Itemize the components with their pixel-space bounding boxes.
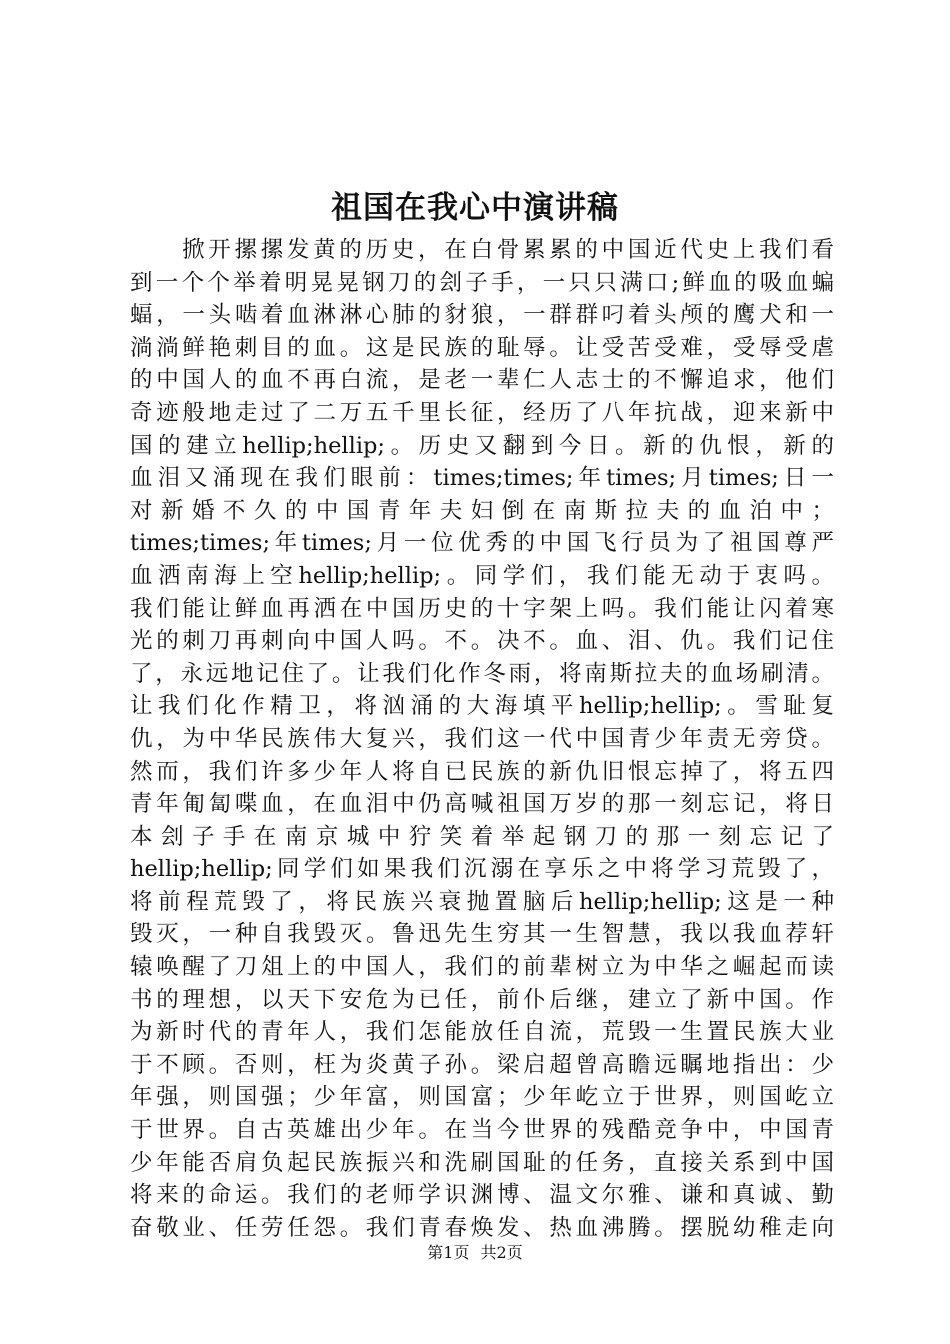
text-line: 少年能否肩负起民族振兴和洗刷国耻的任务，直接关系到中国 [130,1149,834,1176]
text-line: hellip;hellip;同学们如果我们沉溺在享乐之中将学习荒毁了， [130,856,834,883]
text-line: 仇，为中华民族伟大复兴，我们这一代中国青少年责无旁贷。 [130,725,834,752]
text-line: 将来的命运。我们的老师学识渊博、温文尔雅、谦和真诚、勤 [130,1182,834,1209]
text-line: 对新婚不久的中国青年夫妇倒在南斯拉夫的血泊中； [130,497,834,524]
document-title: 祖国在我心中演讲稿 [331,190,619,226]
text-line: 本刽子手在南京城中狞笑着举起钢刀的那一刻忘记了 [130,823,834,850]
text-line: 淌淌鲜艳刺目的血。这是民族的耻辱。让受苦受难，受辱受虐 [130,334,834,361]
text-line: 血洒南海上空hellip;hellip;。同学们，我们能无动于衷吗。 [130,562,834,589]
text-line: 光的刺刀再刺向中国人吗。不。决不。血、泪、仇。我们记住 [130,628,834,655]
text-line: 我们能让鲜血再洒在中国历史的十字架上吗。我们能让闪着寒 [130,595,834,622]
text-line: 到一个个举着明晃晃钢刀的刽子手，一只只满口;鲜血的吸血蝙 [130,269,834,296]
text-line: 血泪又涌现在我们眼前：times;times;年times;月times;日一 [130,465,834,492]
text-line: 书的理想，以天下安危为已任，前仆后继，建立了新中国。作 [130,986,834,1013]
text-line: 辕唤醒了刀俎上的中国人，我们的前辈树立为中华之崛起而读 [130,954,834,981]
text-line: 年强，则国强；少年富，则国富；少年屹立于世界，则国屹立 [130,1084,834,1111]
page-number: 第1页 [427,1243,470,1262]
text-line: 于世界。自古英雄出少年。在当今世界的残酷竞争中，中国青 [130,1117,834,1144]
body-text [130,234,834,1244]
page-total: 共2页 [480,1243,523,1262]
text-line: 毁灭，一种自我毁灭。鲁迅先生穷其一生智慧，我以我血荐轩 [130,921,834,948]
text-line: 掀开摞摞发黄的历史，在白骨累累的中国近代史上我们看 [182,237,834,263]
text-line: 的中国人的血不再白流，是老一辈仁人志士的不懈追求，他们 [130,367,834,394]
text-line: 然而，我们许多少年人将自已民族的新仇旧恨忘掉了，将五四 [130,758,834,785]
text-line: 国的建立hellip;hellip;。历史又翻到今日。新的仇恨，新的 [130,432,834,459]
text-line: 奋敬业、任劳任怨。我们青春焕发、热血沸腾。摆脱幼稚走向 [130,1214,834,1241]
text-line: 蝠，一头啮着血淋淋心肺的豺狼，一群群叼着头颅的鹰犬和一 [130,302,834,329]
text-line: 青年匍匐喋血，在血泪中仍高喊祖国万岁的那一刻忘记，将日 [130,791,834,818]
text-line: 于不顾。否则，枉为炎黄子孙。梁启超曾高瞻远瞩地指出：少 [130,1051,834,1078]
page-footer [0,1242,950,1264]
text-line: times;times;年times;月一位优秀的中国飞行员为了祖国尊严 [130,530,834,557]
text-line: 将前程荒毁了，将民族兴衰抛置脑后hellip;hellip;这是一种 [130,888,834,915]
text-line: 奇迹般地走过了二万五千里长征，经历了八年抗战，迎来新中 [130,399,834,426]
text-line: 让我们化作精卫，将汹涌的大海填平hellip;hellip;。雪耻复 [130,693,834,720]
text-line: 了，永远地记住了。让我们化作冬雨，将南斯拉夫的血场刷清。 [130,660,834,687]
text-line: 为新时代的青年人，我们怎能放任自流，荒毁一生置民族大业 [130,1019,834,1046]
